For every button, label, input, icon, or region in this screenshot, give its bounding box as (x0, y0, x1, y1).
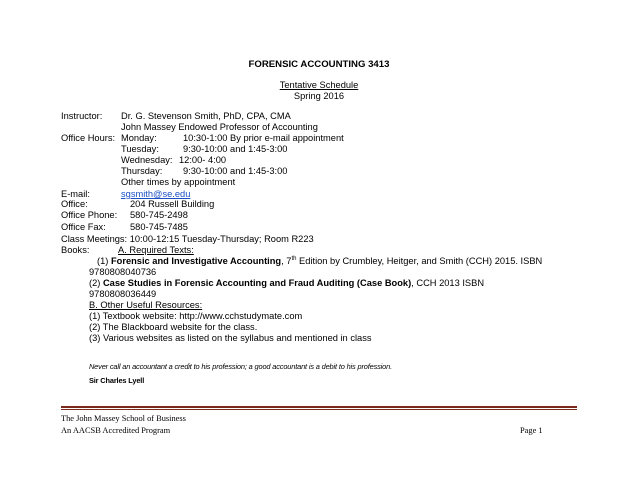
book-details: Edition by Crumbley, Heitger, and Smith (CCH) 2015. ISBN (296, 256, 543, 266)
footer-rule-thin (61, 409, 577, 410)
term: Spring 2016 (293, 91, 345, 101)
quote-author: Sir Charles Lyell (89, 376, 145, 385)
email-label: E-mail: (61, 189, 90, 199)
office-hours-time: 10:30-1:00 By prior e-mail appointment (183, 133, 344, 143)
isbn-1: 9780808040736 (89, 267, 157, 277)
office-hours-label: Office Hours: (61, 133, 116, 143)
office-hours-day: Monday: (121, 133, 157, 143)
office-hours-time: 9:30-10:00 and 1:45-3:00 (183, 166, 288, 176)
item-number: (2) (89, 278, 101, 288)
office-label: Office: (61, 199, 88, 209)
office-hours-day: Wednesday: (121, 155, 173, 165)
office-hours-day: Tuesday: (121, 144, 159, 154)
office-hours-time: 12:00- 4:00 (179, 155, 227, 165)
fax-label: Office Fax: (61, 222, 106, 232)
books-label: Books: (61, 245, 90, 255)
other-resources-heading: B. Other Useful Resources: (89, 300, 203, 310)
resource-item: (3) Various websites as listed on the syllabus and mentioned in class (89, 333, 372, 343)
book-details: , CCH 2013 ISBN (411, 278, 485, 288)
phone-label: Office Phone: (61, 210, 118, 220)
phone-number: 580-745-2498 (130, 210, 188, 220)
course-title: FORENSIC ACCOUNTING 3413 (248, 59, 390, 70)
instructor-label: Instructor: (61, 111, 103, 121)
footer-rule-thick (61, 406, 577, 408)
footer-school: The John Massey School of Business (61, 414, 186, 423)
page-number: Page 1 (520, 426, 543, 435)
book-title: Forensic and Investigative Accounting (110, 256, 282, 266)
office-hours-time: 9:30-10:00 and 1:45-3:00 (183, 144, 288, 154)
item-number: (1) (97, 256, 109, 266)
email-link[interactable]: sgsmith@se.edu (121, 189, 191, 199)
fax-number: 580-745-7485 (130, 222, 188, 232)
office-location: 204 Russell Building (130, 199, 215, 209)
required-texts-heading: A. Required Texts: (118, 245, 194, 255)
required-text-2 (89, 278, 484, 289)
resource-item: (2) The Blackboard website for the class. (89, 322, 258, 332)
edition-suffix: th (291, 255, 297, 262)
quote-text: Never call an accountant a credit to his profession; a good accountant is a debit to his profession. (89, 362, 392, 371)
schedule-subtitle: Tentative Schedule (279, 80, 359, 90)
isbn-2: 9780808036449 (89, 289, 157, 299)
instructor-title: John Massey Endowed Professor of Accounting (121, 122, 318, 132)
footer-accreditation: An AACSB Accredited Program (61, 426, 171, 435)
instructor-name: Dr. G. Stevenson Smith, PhD, CPA, CMA (121, 111, 291, 121)
resource-item: (1) Textbook website: http://www.cchstudymate.com (89, 311, 303, 321)
book-edition: , 7 (281, 256, 292, 266)
class-meetings: Class Meetings: 10:00-12:15 Tuesday-Thursday; Room R223 (61, 234, 314, 244)
office-hours-day: Thursday: (121, 166, 163, 176)
required-text-1 (97, 256, 542, 267)
book-title: Case Studies in Forensic Accounting and Fraud Auditing (Case Book) (102, 278, 412, 288)
office-hours-other: Other times by appointment (121, 177, 236, 187)
